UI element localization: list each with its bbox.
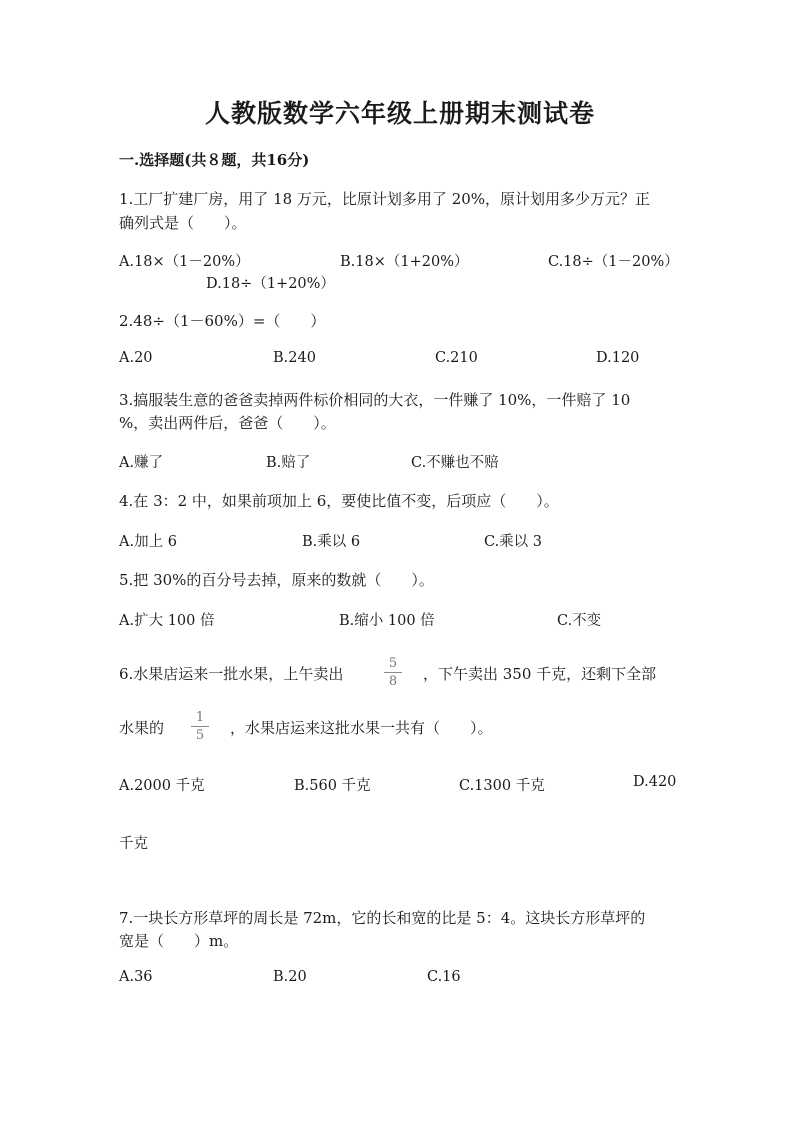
question-3-option-b: B.赔了 xyxy=(266,455,311,471)
question-2-option-d: D.120 xyxy=(596,350,640,366)
section-heading: 一.选择题(共８题，共16分) xyxy=(119,151,310,169)
question-6-option-b: B.560 千克 xyxy=(294,778,371,794)
question-3-line-1: 3.搞服装生意的爸爸卖掉两件标价相同的大衣，一件赚了 10%，一件赔了 10 xyxy=(119,391,631,409)
page-title: 人教版数学六年级上册期末测试卷 xyxy=(204,99,595,128)
question-2-option-c: C.210 xyxy=(435,350,478,366)
question-5-option-c: C.不变 xyxy=(557,613,602,629)
question-5-option-b: B.缩小 100 倍 xyxy=(339,613,435,629)
question-4-option-c: C.乘以 3 xyxy=(484,534,543,550)
question-2-option-a: A.20 xyxy=(119,350,153,366)
question-7-line-2: 宽是（ ）m。 xyxy=(119,932,239,950)
question-1-option-d: D.18÷（1+20%） xyxy=(206,276,335,292)
fraction-denominator: 5 xyxy=(195,728,205,743)
question-6-part-4: ，水果店运来这批水果一共有（ ）。 xyxy=(230,719,493,737)
fraction-numerator: 5 xyxy=(384,657,402,673)
question-7-option-a: A.36 xyxy=(119,969,153,985)
question-6-part-3: 水果的 xyxy=(119,719,165,737)
question-1-option-a: A.18×（1－20%） xyxy=(119,254,250,270)
question-7-line-1: 7.一块长方形草坪的周长是 72m，它的长和宽的比是 5：4。这块长方形草坪的 xyxy=(119,909,646,927)
question-4-option-a: A.加上 6 xyxy=(119,534,177,550)
question-7-option-c: C.16 xyxy=(427,969,461,985)
question-6-option-a: A.2000 千克 xyxy=(119,778,205,794)
fraction-numerator: 1 xyxy=(191,711,209,727)
fraction-five-eighths xyxy=(384,657,402,688)
question-1-line-2: 确列式是（ ）。 xyxy=(119,214,247,232)
question-6-option-d-wrap: 千克 xyxy=(119,836,148,852)
question-1-option-b: B.18×（1+20%） xyxy=(340,254,469,270)
question-4-option-b: B.乘以 6 xyxy=(302,534,361,550)
question-4: 4.在 3：2 中，如果前项加上 6，要使比值不变，后项应（ ）。 xyxy=(119,492,559,510)
question-6-option-c: C.1300 千克 xyxy=(459,778,545,794)
question-6-part-1: 6.水果店运来一批水果，上午卖出 xyxy=(119,665,344,683)
question-1-option-c: C.18÷（1－20%） xyxy=(548,254,679,270)
question-7-option-b: B.20 xyxy=(273,969,307,985)
fraction-denominator: 8 xyxy=(388,674,398,689)
question-5: 5.把 30%的百分号去掉，原来的数就（ ）。 xyxy=(119,571,434,589)
question-6-part-2: ，下午卖出 350 千克，还剩下全部 xyxy=(423,665,657,683)
question-2: 2.48÷（1－60%）=（ ） xyxy=(119,312,326,330)
question-6-option-d: D.420 xyxy=(633,774,677,790)
question-1-line-1: 1.工厂扩建厂房，用了 18 万元，比原计划多用了 20%，原计划用多少万元？正 xyxy=(119,190,651,208)
question-2-option-b: B.240 xyxy=(273,350,316,366)
question-3-line-2: %，卖出两件后，爸爸（ ）。 xyxy=(119,414,336,432)
question-3-option-a: A.赚了 xyxy=(119,455,164,471)
question-5-option-a: A.扩大 100 倍 xyxy=(119,613,215,629)
question-3-option-c: C.不赚也不赔 xyxy=(411,455,499,471)
fraction-one-fifth xyxy=(191,711,209,742)
